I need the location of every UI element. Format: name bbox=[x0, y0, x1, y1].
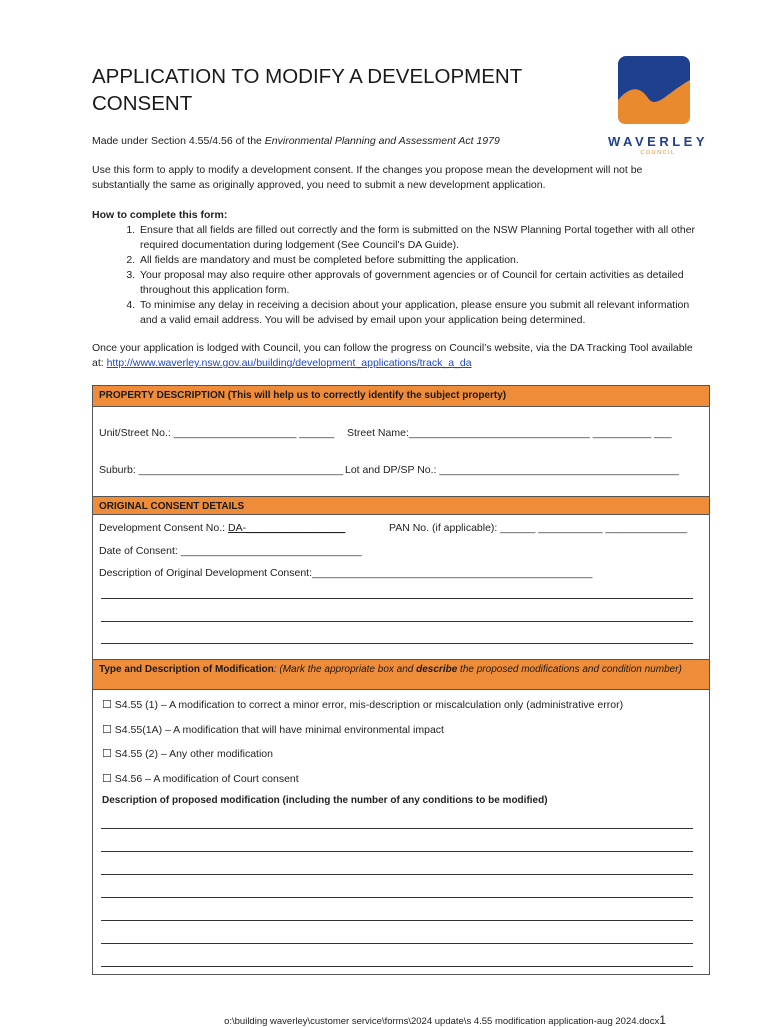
consent-date-label: Date of Consent: bbox=[99, 545, 178, 557]
modification-description-line-5[interactable] bbox=[101, 920, 693, 921]
lot-dp-row bbox=[345, 464, 679, 476]
suburb-row bbox=[99, 464, 343, 476]
lot-dp-field[interactable]: _________________________________________ bbox=[439, 464, 679, 476]
howto-item-3: 3. Your proposal may also require other approvals of government agencies or of Council for certain activities as detailed throughout this application form. bbox=[138, 268, 702, 298]
option-s456[interactable] bbox=[102, 772, 299, 785]
modification-description-line-1[interactable] bbox=[101, 828, 693, 829]
howto-heading: How to complete this form: bbox=[92, 209, 228, 221]
modification-section-header bbox=[93, 659, 709, 690]
modification-description-line-6[interactable] bbox=[101, 943, 693, 944]
option-s455-1a-label: S4.55(1A) – A modification that will have minimal environmental impact bbox=[114, 724, 444, 736]
option-s455-1a[interactable] bbox=[102, 723, 444, 736]
title-line-1: APPLICATION TO MODIFY A DEVELOPMENT bbox=[92, 65, 523, 88]
lot-dp-label: Lot and DP/SP No.: bbox=[345, 464, 437, 476]
page-footer bbox=[0, 1013, 770, 1027]
subtitle-act: Environmental Planning and Assessment Act 1979 bbox=[264, 135, 500, 147]
pan-row bbox=[389, 522, 687, 534]
pan-field[interactable]: ______ ___________ ______________ bbox=[500, 522, 688, 534]
original-consent-heading: ORIGINAL CONSENT DETAILS bbox=[99, 501, 245, 512]
consent-no-row bbox=[99, 522, 345, 534]
checkbox-s455-2[interactable]: ☐ bbox=[102, 747, 112, 760]
modification-description-heading: Description of proposed modification (including the number of any conditions to be modified) bbox=[102, 795, 548, 806]
street-name-row bbox=[347, 427, 672, 439]
footer-file-path: o:\building waverley\customer service\forms\2024 update\s 4.55 modification application-aug 2024.docx bbox=[224, 1016, 660, 1027]
waverley-logo bbox=[600, 56, 716, 160]
original-description-field[interactable]: ________________________________________________ bbox=[312, 567, 593, 579]
modification-description-line-3[interactable] bbox=[101, 874, 693, 875]
page-number: 1 bbox=[659, 1013, 666, 1027]
original-description-line-1[interactable] bbox=[101, 598, 693, 599]
original-description-line-2[interactable] bbox=[101, 621, 693, 622]
street-name-label: Street Name: bbox=[347, 427, 409, 439]
unit-label: Unit/Street No.: bbox=[99, 427, 171, 439]
pan-label: PAN No. (if applicable): bbox=[389, 522, 498, 534]
unit-field[interactable]: _____________________ ______ bbox=[173, 427, 335, 439]
street-name-field[interactable]: _______________________________ __________ ___ bbox=[408, 427, 672, 439]
option-s455-2[interactable] bbox=[102, 747, 273, 760]
intro-paragraph: Use this form to apply to modify a development consent. If the changes you propose mean the development will not be substantially the same as originally approved, you need to submit a new development application. bbox=[92, 164, 643, 191]
consent-date-field[interactable]: _______________________________ bbox=[180, 545, 362, 557]
howto-item-4: 4. To minimise any delay in receiving a decision about your application, please ensure you submit all relevant information and a valid email address. You will be advised by email upon your application being determined. bbox=[138, 298, 702, 328]
property-section-header bbox=[93, 385, 709, 407]
modification-heading-describe: describe bbox=[416, 664, 458, 675]
suburb-field[interactable]: ___________________________________ bbox=[138, 464, 344, 476]
modification-heading-bold: Type and Description of Modification bbox=[99, 664, 274, 675]
suburb-label: Suburb: bbox=[99, 464, 136, 476]
application-form bbox=[92, 385, 710, 975]
consent-no-field[interactable]: DA-_________________ bbox=[228, 522, 346, 534]
option-s455-2-label: S4.55 (2) – Any other modification bbox=[114, 748, 273, 760]
checkbox-s455-1a[interactable]: ☐ bbox=[102, 723, 112, 736]
checkbox-s455-1[interactable]: ☐ bbox=[102, 698, 112, 711]
original-description-line-3[interactable] bbox=[101, 643, 693, 644]
waverley-logo-icon bbox=[618, 56, 698, 126]
title-line-2: CONSENT bbox=[92, 92, 193, 115]
property-heading: PROPERTY DESCRIPTION (This will help us to correctly identify the subject property) bbox=[99, 390, 507, 401]
tracking-paragraph bbox=[92, 341, 702, 371]
da-tracking-link[interactable]: http://www.waverley.nsw.gov.au/building/development_applications/track_a_da bbox=[106, 357, 472, 369]
unit-street-row bbox=[99, 427, 334, 439]
option-s455-1-label: S4.55 (1) – A modification to correct a minor error, mis-description or miscalculation only (administrative error) bbox=[114, 699, 624, 711]
howto-list bbox=[92, 223, 702, 328]
modification-description-line-7[interactable] bbox=[101, 966, 693, 967]
howto-section bbox=[92, 208, 702, 328]
option-s455-1[interactable] bbox=[102, 698, 623, 711]
original-description-row bbox=[99, 567, 592, 579]
original-consent-section-header bbox=[93, 496, 709, 515]
option-s456-label: S4.56 – A modification of Court consent bbox=[114, 773, 299, 785]
modification-heading-italic-2: the proposed modifications and condition number) bbox=[457, 664, 682, 675]
subtitle-prefix: Made under Section 4.55/4.56 of the bbox=[92, 135, 265, 147]
tracking-text: Once your application is lodged with Council, you can follow the progress on Council’s website, via the DA Tracking Tool available at: bbox=[92, 342, 693, 369]
logo-wordmark: WAVERLEY bbox=[608, 134, 708, 149]
howto-item-2: 2. All fields are mandatory and must be completed before submitting the application. bbox=[138, 253, 702, 268]
consent-no-label: Development Consent No.: bbox=[99, 522, 226, 534]
modification-heading-italic-1: : (Mark the appropriate box and bbox=[273, 664, 417, 675]
modification-description-line-2[interactable] bbox=[101, 851, 693, 852]
original-description-label: Description of Original Development Consent: bbox=[99, 567, 313, 579]
act-subtitle bbox=[92, 135, 500, 147]
checkbox-s456[interactable]: ☐ bbox=[102, 772, 112, 785]
logo-subtext: COUNCIL bbox=[640, 150, 676, 156]
page-title bbox=[92, 63, 592, 117]
howto-item-1: 1. Ensure that all fields are filled out correctly and the form is submitted on the NSW Planning Portal together with all other required documentation during lodgement (See Council’s DA Guide). bbox=[138, 223, 702, 253]
modification-description-line-4[interactable] bbox=[101, 897, 693, 898]
consent-date-row bbox=[99, 545, 362, 557]
